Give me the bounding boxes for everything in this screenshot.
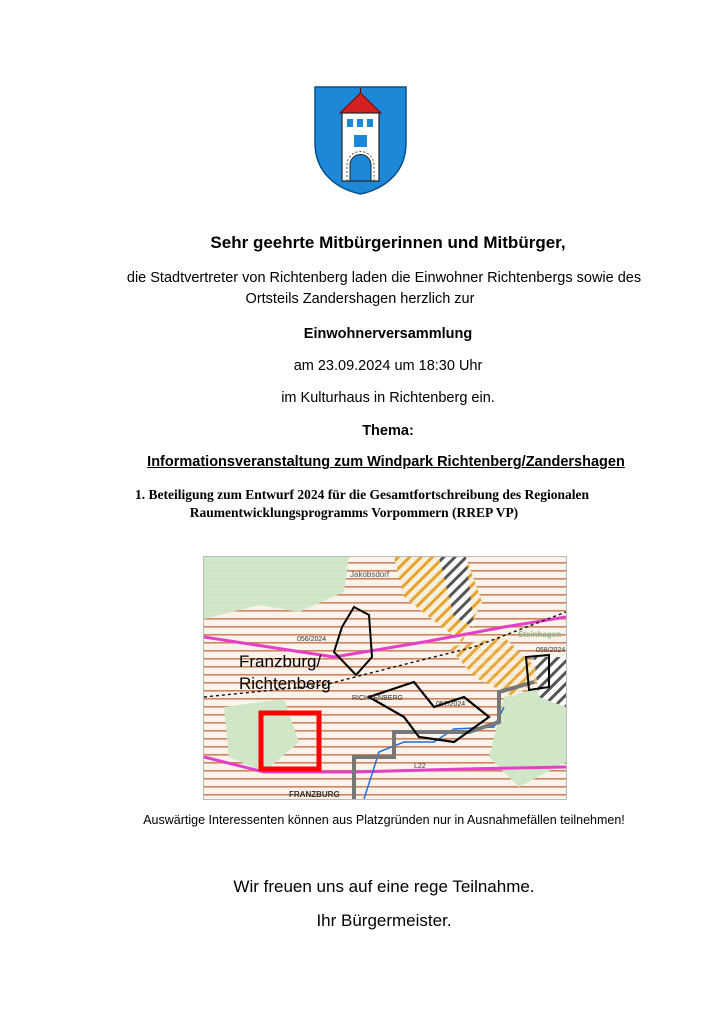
subtitle-line-2: Raumentwicklungsprogramms Vorpommern (RREP VP) [189,505,519,520]
signature: Ihr Bürgermeister. [316,911,452,930]
map-label-057: 057/2024 [436,701,466,708]
wind-area-map [203,556,567,800]
intro-line-1: die Stadtvertreter von Richtenberg laden die Einwohner Richtenbergs sowie des [126,270,642,286]
event-date: am 23.09.2024 um 18:30 Uhr [293,358,483,374]
map-label-road: L22 [414,763,426,770]
topic-title: Informationsveranstaltung zum Windpark Richtenberg/Zandershagen [147,454,625,470]
map-label-richtenberg-town: RICHTENBERG [352,695,403,702]
map-label-franzburg-town: FRANZBURG [289,790,340,799]
closing-line: Wir freuen uns auf eine rege Teilnahme. [233,877,535,896]
event-title: Einwohnerversammlung [303,326,473,342]
topic-label: Thema: [362,423,414,439]
attendance-note: Auswärtige Interessenten können aus Platzgründen nur in Ausnahmefällen teilnehmen! [143,813,625,827]
greeting: Sehr geehrte Mitbürgerinnen und Mitbürger, [210,233,566,252]
map-label-056: 056/2024 [297,636,327,643]
event-place: im Kulturhaus in Richtenberg ein. [281,390,495,406]
coat-of-arms-icon [314,85,407,195]
map-label-058: 058/2024 [536,647,566,654]
map-label-richtenberg: Richtenberg [239,674,331,693]
subtitle-line-1: 1. Beteiligung zum Entwurf 2024 für die Gesamtfortschreibung des Regionalen [135,487,589,502]
map-label-jakobsdorf: Jakobsdorf [350,570,390,579]
intro-line-2: Ortsteils Zandershagen herzlich zur [245,291,475,307]
map-label-steinhagen: Steinhagen [518,630,562,639]
map-label-franzburg: Franzburg/ [239,652,322,671]
